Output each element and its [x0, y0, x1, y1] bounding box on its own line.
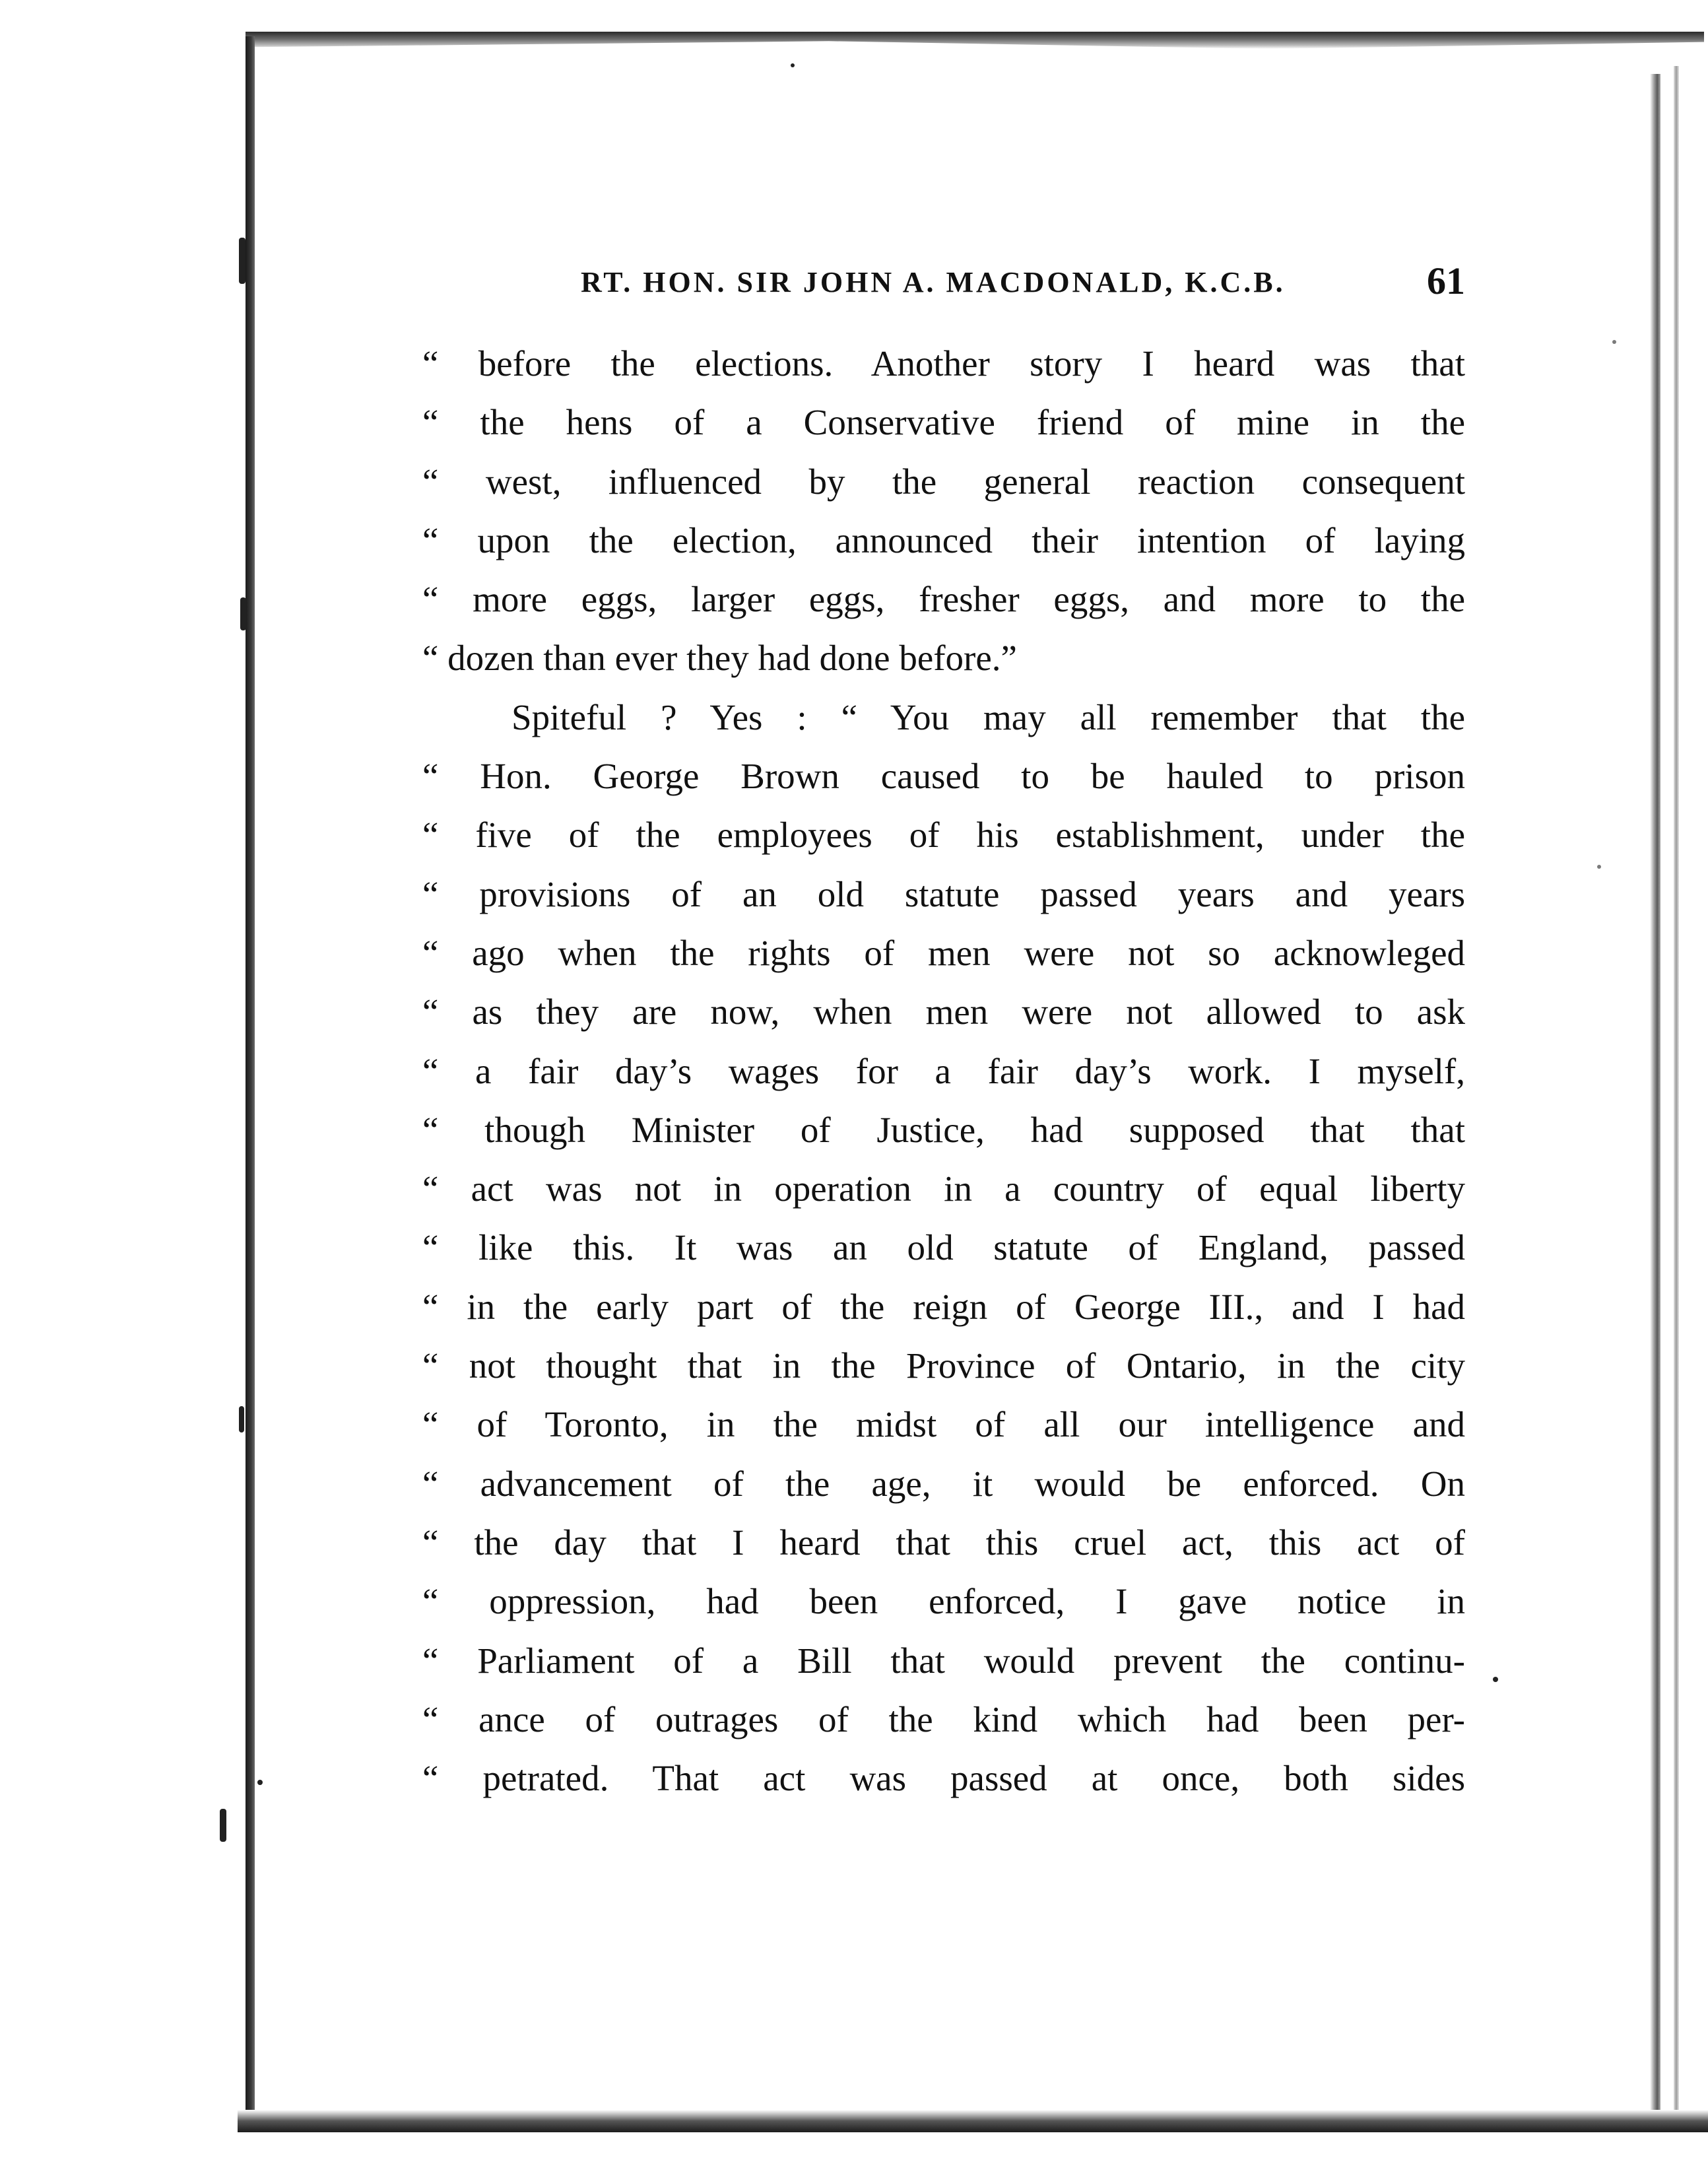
scan-speck [257, 1780, 263, 1785]
text-line: “ dozen than ever they had done before.” [422, 638, 1017, 679]
scan-speck [1493, 1677, 1498, 1682]
text-line: “ provisions of an old statute passed years and years [422, 873, 1465, 914]
text-line: “ the hens of a Conservative friend of mine in the [422, 402, 1465, 443]
text-line: “ in the early part of the reign of George III., and I had [422, 1286, 1465, 1327]
text-line: “ act was not in operation in a country of equal liberty [422, 1168, 1465, 1209]
scan-speck [220, 1809, 226, 1842]
page-number: 61 [1427, 259, 1465, 302]
page-header [581, 259, 1465, 312]
text-line: “ five of the employees of his establishment, under the [422, 815, 1465, 856]
text-line: “ ago when the rights of men were not so acknowleged [422, 932, 1465, 973]
scan-speck [239, 1406, 244, 1433]
text-line: “ petrated. That act was passed at once, both sides [422, 1758, 1465, 1799]
page-edge-top [246, 32, 1704, 49]
text-line: “ Parliament of a Bill that would prevent the continu- [422, 1640, 1465, 1681]
running-head: RT. HON. SIR JOHN A. MACDONALD, K.C.B. [581, 266, 1286, 298]
page-edge-left [246, 36, 255, 2129]
scan-speck [239, 238, 246, 284]
text-line: “ like this. It was an old statute of England, passed [422, 1227, 1465, 1268]
scan-speck [1597, 865, 1601, 869]
text-line: “ more eggs, larger eggs, fresher eggs, and more to the [422, 579, 1465, 620]
scan-speck [240, 597, 246, 630]
text-line: “ as they are now, when men were not allowed to ask [422, 992, 1465, 1032]
page-edge-bottom [238, 2110, 1708, 2132]
text-line: “ ance of outrages of the kind which had been per- [422, 1699, 1465, 1739]
body-text [422, 334, 1465, 1807]
text-line: “ though Minister of Justice, had supposed that that [422, 1109, 1465, 1150]
text-line: “ not thought that in the Province of Ontario, in the city [422, 1345, 1465, 1386]
text-line: “ Hon. George Brown caused to be hauled to prison [422, 756, 1465, 797]
scan-speck [791, 63, 795, 67]
text-line: “ the day that I heard that this cruel act, this act of [422, 1522, 1465, 1563]
text-line: “ of Toronto, in the midst of all our intelligence and [422, 1404, 1465, 1445]
scan-speck [1612, 340, 1616, 344]
page-edge-right [1650, 74, 1660, 2120]
text-line: “ west, influenced by the general reaction consequent [422, 461, 1465, 502]
text-line: “ upon the election, announced their intention of laying [422, 520, 1465, 560]
text-line: “ advancement of the age, it would be enforced. On [422, 1463, 1465, 1504]
text-line: Spiteful ? Yes : “ You may all remember that the [511, 696, 1465, 737]
page-edge-right-outer [1674, 66, 1679, 2126]
text-line: “ oppression, had been enforced, I gave notice in [422, 1581, 1465, 1622]
text-line: “ before the elections. Another story I heard was that [422, 343, 1465, 384]
text-line: “ a fair day’s wages for a fair day’s work. I myself, [422, 1050, 1465, 1091]
